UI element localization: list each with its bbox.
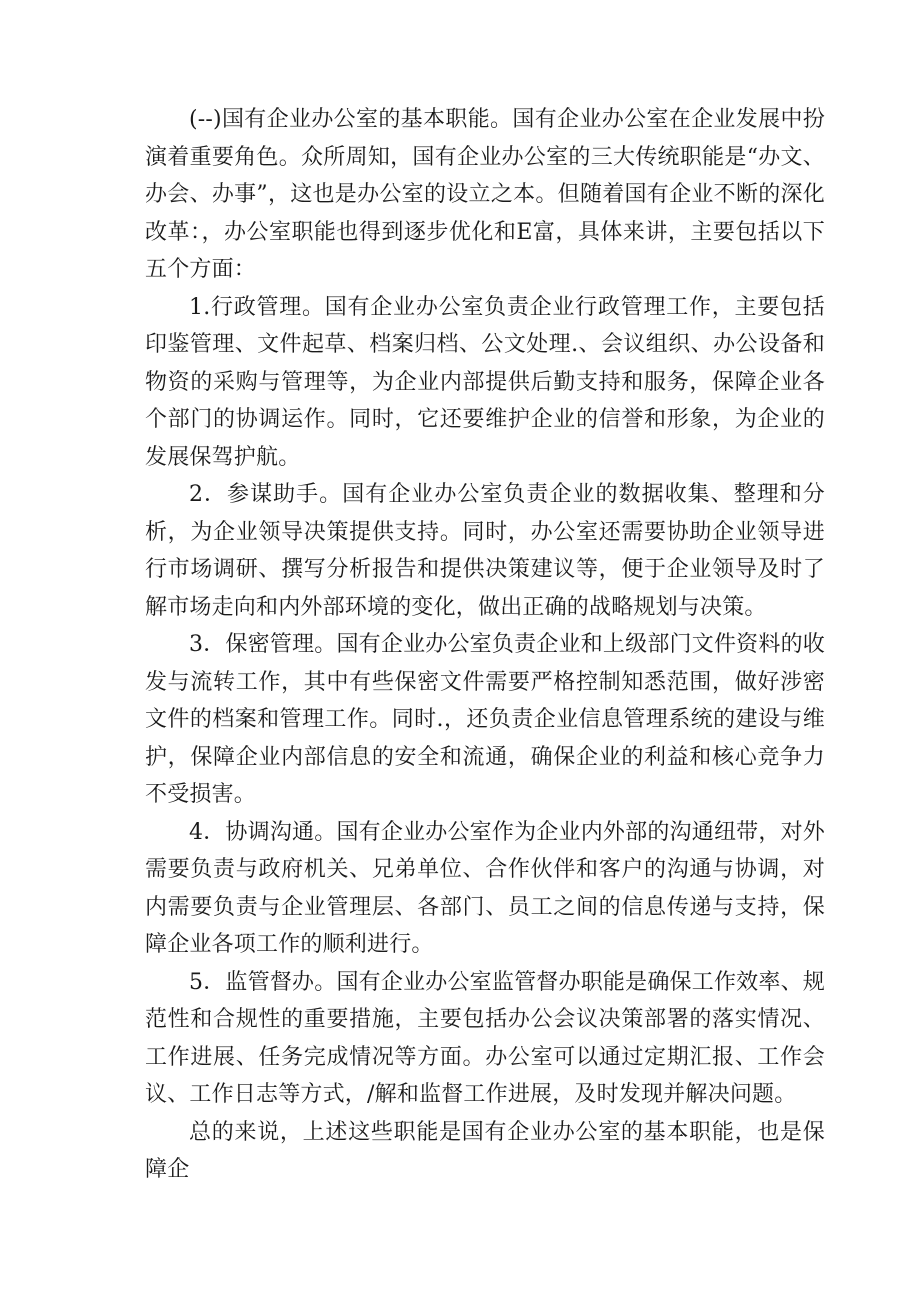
paragraph-summary: 总的来说，上述这些职能是国有企业办公室的基本职能，也是保障企 <box>145 1119 825 1182</box>
paragraph-coordination: 4．协调沟通。国有企业办公室作为企业内外部的沟通纽带，对外需要负责与政府机关、兄弟单位、合作伙伴和客户的沟通与协调，对内需要负责与企业管理层、各部门、员工之间的信息传递与支持，保障企业各项工作的顺利进行。 <box>145 819 825 957</box>
paragraph-supervision: 5．监管督办。国有企业办公室监管督办职能是确保工作效率、规范性和合规性的重要措施，主要包括办公会议决策部署的落实情况、工作进展、任务完成情况等方面。办公室可以通过定期汇报、工作会议、工作日志等方式，/解和监督工作进展，及时发现并解决问题。 <box>145 969 825 1107</box>
document-body <box>145 101 825 1189</box>
paragraph-intro: (--)国有企业办公室的基本职能。国有企业办公室在企业发展中扮演着重要角色。众所周知，国有企业办公室的三大传统职能是“办文、办会、办事”，这也是办公室的设立之本。但随着国有企业不断的深化改革：，办公室职能也得到逐步优化和E富，具体来讲，主要包括以下五个方面： <box>145 107 825 282</box>
paragraph-advisory: 2．参谋助手。国有企业办公室负责企业的数据收集、整理和分析，为企业领导决策提供支持。同时，办公室还需要协助企业领导进行市场调研、撰写分析报告和提供决策建议等，便于企业领导及时了解市场走向和内外部环境的变化，做出正确的战略规划与决策。 <box>145 482 825 620</box>
paragraph-administration: 1.行政管理。国有企业办公室负责企业行政管理工作，主要包括印鉴管理、文件起草、档案归档、公文处理.、会议组织、办公设备和物资的采购与管理等，为企业内部提供后勤支持和服务，保障企业各个部门的协调运作。同时，它还要维护企业的信誉和形象，为企业的发展保驾护航。 <box>145 294 825 470</box>
paragraph-confidentiality: 3．保密管理。国有企业办公室负责企业和上级部门文件资料的收发与流转工作，其中有些保密文件需要严格控制知悉范围，做好涉密文件的档案和管理工作。同时.，还负责企业信息管理系统的建设与维护，保障企业内部信息的安全和流通，确保企业的利益和核心竞争力不受损害。 <box>145 632 825 807</box>
